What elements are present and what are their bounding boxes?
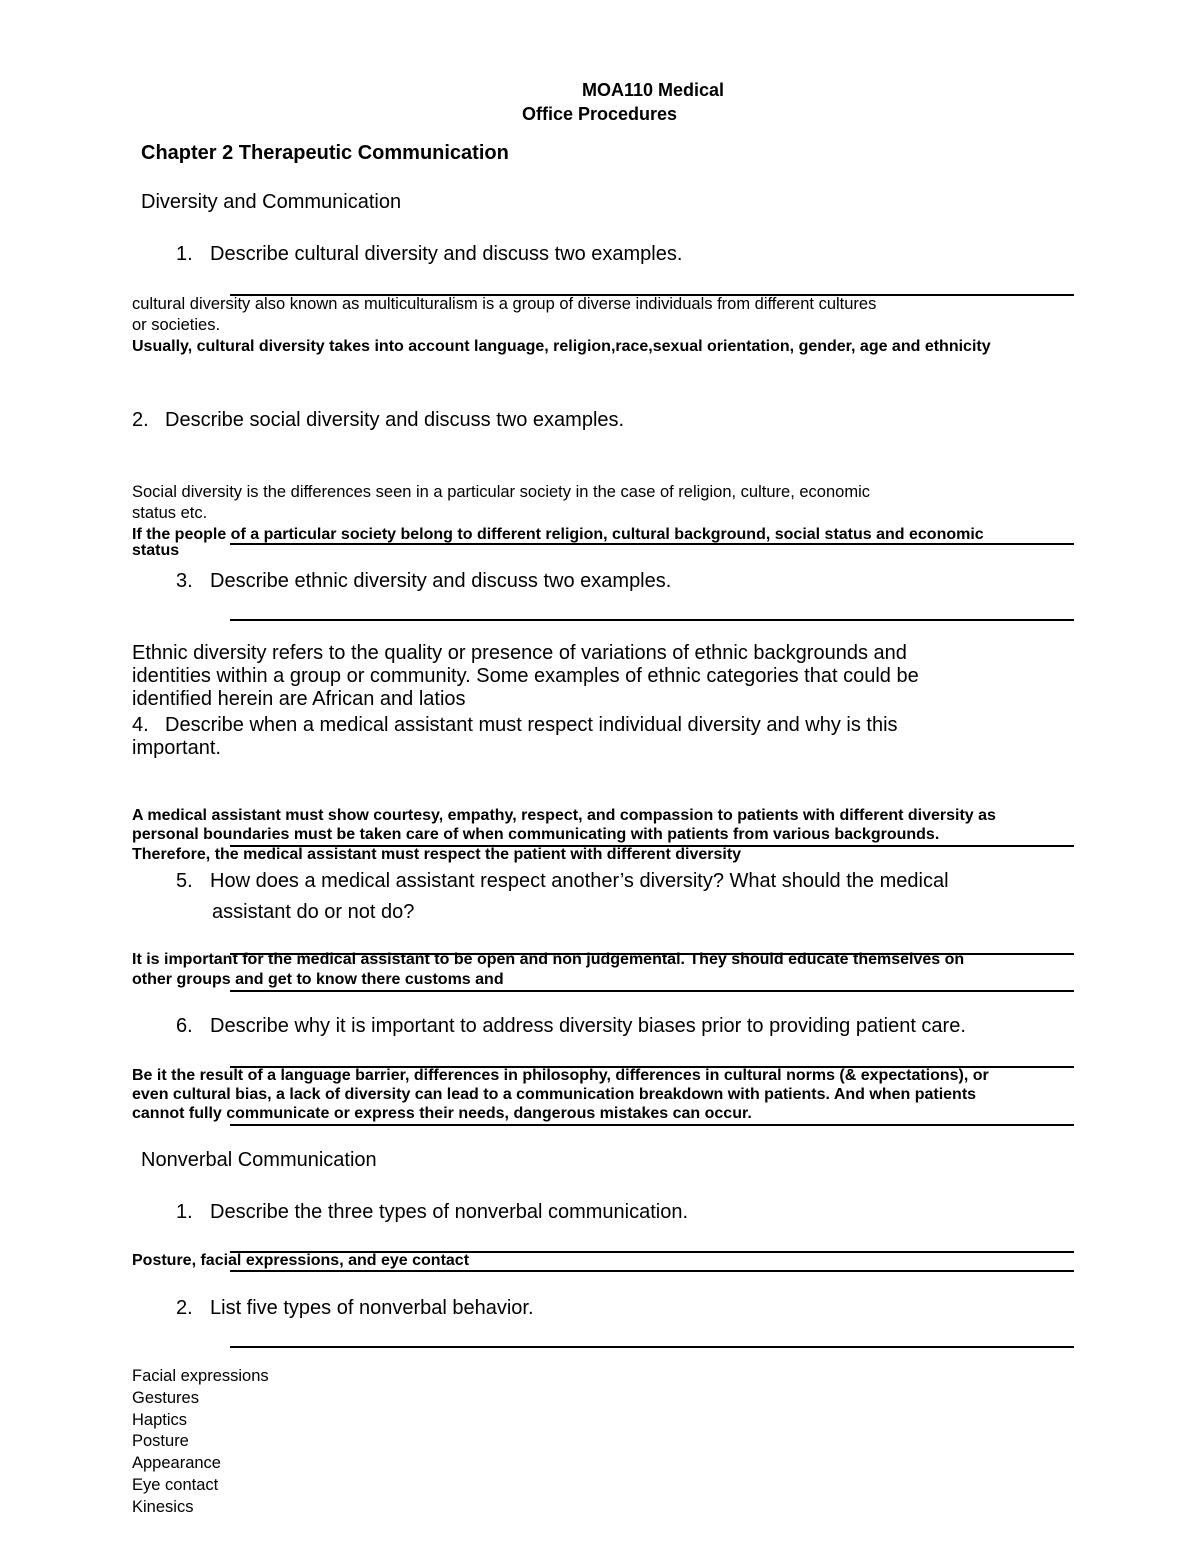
list-item: Facial expressions [132, 1367, 269, 1385]
answer-rule [230, 990, 1074, 992]
answer-text: identities within a group or community. Some examples of ethnic categories that could be [132, 665, 919, 687]
question-text: assistant do or not do? [212, 901, 415, 923]
answer-rule [230, 619, 1074, 621]
section-title-nonverbal: Nonverbal Communication [141, 1149, 377, 1171]
answer-text: or societies. [132, 316, 221, 334]
answer-text-bold: cannot fully communicate or express their needs, dangerous mistakes can occur. [132, 1105, 752, 1122]
list-item: Appearance [132, 1454, 221, 1473]
question-number: 2. [176, 1297, 193, 1319]
answer-rule [230, 543, 1074, 545]
question-text: Describe why it is important to address diversity biases prior to providing patient care. [210, 1015, 966, 1037]
question-text: Describe social diversity and discuss two examples. [165, 409, 625, 431]
list-item: Gestures [132, 1388, 199, 1407]
question-text: List five types of nonverbal behavior. [210, 1297, 534, 1319]
list-item: Haptics [132, 1410, 188, 1429]
list-item: Eye contact [132, 1475, 219, 1494]
answer-text: cultural diversity also known as multiculturalism is a group of diverse individuals from different cultures [132, 295, 877, 313]
chapter-title: Chapter 2 Therapeutic Communication [141, 142, 509, 164]
answer-text: status etc. [132, 504, 208, 522]
header-course-title: MOA110 Medical [582, 80, 725, 100]
answer-text-bold: status [132, 542, 180, 559]
answer-text-bold: A medical assistant must show courtesy, empathy, respect, and compassion to patients with different diversity as [132, 807, 996, 824]
question-number: 2. [132, 409, 149, 431]
answer-text-bold: It is important for the medical assistant to be open and non judgemental. They should educate themselves on [132, 951, 965, 968]
answer-text-bold: Posture, facial expressions, and eye contact [132, 1252, 470, 1269]
question-text: Describe ethnic diversity and discuss two examples. [210, 570, 672, 592]
question-number: 6. [176, 1015, 193, 1037]
question-number: 1. [176, 1201, 193, 1223]
question-number: 5. [176, 870, 193, 892]
answer-text-bold: Therefore, the medical assistant must respect the patient with different diversity [132, 846, 742, 863]
question-number: 4. [132, 714, 149, 736]
question-text: How does a medical assistant respect another’s diversity? What should the medical [210, 870, 949, 892]
answer-text-bold: other groups and get to know there customs and [132, 971, 504, 988]
answer-rule [230, 845, 1074, 847]
question-text: Describe cultural diversity and discuss two examples. [210, 243, 683, 265]
answer-rule [230, 1124, 1074, 1126]
answer-rule [230, 1270, 1074, 1272]
answer-list [132, 1366, 269, 1519]
answer-text: identified herein are African and latios [132, 688, 466, 710]
list-item: Kinesics [132, 1497, 194, 1516]
header-course-subtitle: Office Procedures [522, 104, 678, 120]
answer-rule [230, 1346, 1074, 1348]
section-title-diversity: Diversity and Communication [141, 191, 402, 213]
question-text: Describe the three types of nonverbal communication. [210, 1201, 689, 1223]
question-text: Describe when a medical assistant must respect individual diversity and why is this [165, 714, 898, 736]
list-item: Posture [132, 1432, 189, 1451]
answer-text-bold: even cultural bias, a lack of diversity can lead to a communication breakdown with patients. And when patients [132, 1086, 977, 1103]
answer-text-bold: personal boundaries must be taken care of when communicating with patients from various backgrounds. [132, 826, 940, 843]
answer-text-bold: Usually, cultural diversity takes into account language, religion,race,sexual orientation, gender, age and ethnicity [132, 338, 991, 355]
question-text: important. [132, 737, 221, 759]
answer-text: Social diversity is the differences seen in a particular society in the case of religion, culture, economic [132, 483, 870, 501]
answer-text-bold: If the people of a particular society belong to different religion, cultural background, social status and economic [132, 526, 984, 543]
question-number: 1. [176, 243, 193, 265]
answer-text: Ethnic diversity refers to the quality or presence of variations of ethnic backgrounds and [132, 642, 907, 664]
question-number: 3. [176, 570, 193, 592]
answer-text-bold: Be it the result of a language barrier, differences in philosophy, differences in cultural norms (& expectations), or [132, 1067, 989, 1084]
